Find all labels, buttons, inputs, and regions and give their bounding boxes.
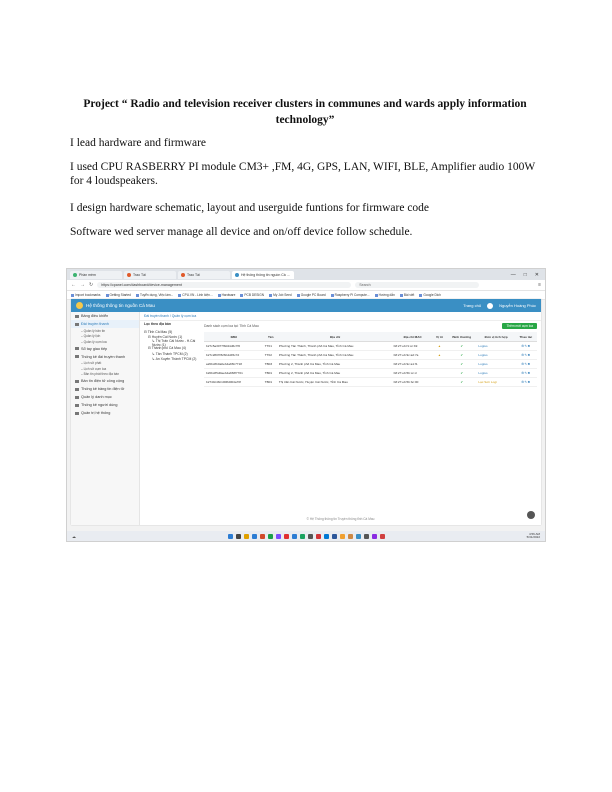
sidebar-item-label: Đài truyền thanh — [81, 322, 109, 326]
bookmark-icon — [297, 294, 300, 297]
cluster-table — [204, 332, 537, 387]
forward-icon[interactable]: → — [80, 282, 85, 288]
table-cell: Logiso — [477, 342, 514, 351]
sidebar-item-label: – Quản lý lịch — [81, 334, 101, 339]
browser-tab[interactable] — [70, 271, 122, 279]
table-cell: b8:27:eb:5b:cc:d — [393, 369, 433, 378]
bookmark-label: Getting Started — [109, 293, 131, 297]
bookmark-item[interactable] — [106, 293, 131, 297]
sidebar-item-label: – Quản lý cụm loa — [81, 339, 107, 344]
taskbar-app-icon[interactable] — [252, 534, 257, 539]
table-cell: ✔ — [446, 369, 477, 378]
sidebar-item-label: – Quản lý bản tin — [81, 328, 106, 333]
sidebar-item[interactable] — [71, 409, 139, 417]
tree-title: Lọc theo địa bàn — [144, 322, 171, 326]
sidebar-item-label: Sổ tay giao tiếp — [81, 346, 108, 351]
column-header[interactable]: Tên — [264, 332, 278, 342]
table-cell — [433, 360, 446, 369]
tab-label: Phần mềm — [79, 272, 96, 277]
sidebar-item[interactable] — [71, 393, 139, 401]
table-row[interactable] — [204, 369, 537, 378]
system-clock[interactable] — [527, 533, 540, 540]
table-row[interactable] — [204, 342, 537, 351]
sidebar-item-label: Thống kê người dùng — [81, 403, 118, 407]
bookmark-icon — [218, 294, 221, 297]
table-cell: Logiso — [477, 351, 514, 360]
menu-item-icon — [75, 412, 79, 415]
logo-icon — [76, 302, 83, 309]
paragraph-components: I used CPU RASBERRY PI module CM3+ ,FM, 4G, GPS, LAN, WIFI, BLE, Amplifier audio 100W for 4 loudspeakers. — [70, 161, 536, 187]
main-panel — [140, 312, 541, 525]
table-cell: TT02 — [264, 351, 278, 360]
taskbar-app-icon[interactable] — [292, 534, 297, 539]
bookmark-icon — [71, 294, 74, 297]
table-cell: b8:27:eb:5b:bc:00 — [393, 378, 433, 387]
table-cell: Lạc Sơn Logi — [477, 378, 514, 387]
maximize-button[interactable]: □ — [523, 271, 527, 278]
user-name[interactable]: Nguyễn Hoàng Phúc — [499, 303, 536, 308]
web-app — [71, 299, 541, 525]
tab-favicon-icon — [181, 273, 185, 277]
paragraph-role: I lead hardware and firmware — [70, 137, 207, 149]
sidebar-item-label: Quản lý danh mục — [81, 395, 112, 399]
table-cell: Phường Tân Thành, Thành phố Cà Mau, Tỉnh Cà Mau — [278, 342, 393, 351]
sidebar-item-label: Bản tin điện tử công cộng — [81, 379, 125, 383]
table-cell: Thị trấn Cái Nước, Huyện Cái Nước, Tỉnh Cà Mau — [278, 378, 393, 387]
table-cell: TB01 — [264, 369, 278, 378]
column-header[interactable]: Địa chỉ MAC — [393, 332, 433, 342]
tab-favicon-icon — [73, 273, 77, 277]
bookmark-label: Bài viết — [403, 293, 415, 297]
address-bar[interactable]: https://cpanel.com/dashboard/device-management — [97, 282, 351, 288]
user-area — [463, 303, 536, 309]
bookmark-icon — [240, 294, 243, 297]
bookmark-label: Google PC Board — [300, 293, 326, 297]
sidebar-item-label: – Bản tin phát theo địa bàn — [81, 372, 120, 377]
bookmark-item[interactable] — [218, 293, 236, 297]
table-cell — [433, 369, 446, 378]
chat-fab-button[interactable] — [527, 511, 535, 519]
table-row[interactable] — [204, 360, 537, 369]
bookmark-label: PCB DESIGN — [244, 293, 265, 297]
taskbar-app-icon[interactable] — [284, 534, 289, 539]
taskbar-app-icon[interactable] — [268, 534, 273, 539]
sidebar-item[interactable] — [71, 401, 139, 409]
bookmark-icon — [331, 294, 334, 297]
clock-date: 5/31/2022 — [526, 535, 540, 539]
table-cell: TT01 — [264, 342, 278, 351]
bookmark-icon — [178, 294, 181, 297]
taskbar-app-icon[interactable] — [348, 534, 353, 539]
menu-item-icon — [75, 347, 79, 350]
menu-item-icon — [75, 388, 79, 391]
list-caption: Danh sách cụm loa tại: Tỉnh Cà Mau — [204, 323, 259, 328]
browser-tab-active[interactable] — [232, 271, 294, 279]
embedded-screenshot — [66, 268, 546, 542]
bookmark-item[interactable] — [419, 293, 441, 297]
table-cell: Logiso — [477, 360, 514, 369]
tab-label: Trao Tài — [133, 272, 146, 277]
weather-icon[interactable]: ☁ — [72, 533, 76, 539]
table-cell: TB03 — [264, 360, 278, 369]
tree-node[interactable]: ↳ Tân Thành TPCM (2) — [152, 351, 188, 356]
bookmark-label: Import bookmarks — [75, 293, 101, 297]
bookmark-label: Raspberry Pi Compute... — [334, 293, 370, 297]
taskbar — [67, 531, 545, 541]
table-cell[interactable]: ⚙✎✖ — [515, 342, 537, 351]
document-title: Project “ Radio and television receiver clusters in communes and wards apply information technology” — [83, 98, 527, 126]
bookmark-label: My Job Seed — [273, 293, 292, 297]
browser-tab[interactable] — [178, 271, 230, 279]
sidebar-item-label: Thống kê bảng tin điện tử — [81, 387, 125, 391]
home-link[interactable]: Trang chủ — [463, 303, 482, 308]
table-cell[interactable]: ⚙✎✖ — [515, 360, 537, 369]
menu-item-icon — [75, 380, 79, 383]
table-cell: Phường Tân Thành, Thành phố Cà Mau, Tỉnh Cà Mau — [278, 351, 393, 360]
add-cluster-button[interactable]: Thêm mới cụm loa — [502, 323, 537, 329]
tree-node[interactable]: ⊟ Huyện Cái Nước (1) — [148, 335, 183, 340]
bookmark-label: Tuyển dụng, Việc làm... — [139, 293, 174, 297]
sidebar-item[interactable] — [71, 353, 139, 361]
bookmark-item[interactable] — [71, 293, 101, 297]
taskbar-app-icon[interactable] — [316, 534, 321, 539]
taskbar-app-icon[interactable] — [300, 534, 305, 539]
taskbar-app-icon[interactable] — [244, 534, 249, 539]
taskbar-app-icon[interactable] — [356, 534, 361, 539]
tab-favicon-icon — [235, 273, 239, 277]
taskbar-app-icon[interactable] — [364, 534, 369, 539]
menu-item-icon — [75, 355, 79, 358]
bookmark-label: Hướng dẫn — [378, 293, 395, 297]
taskbar-app-icon[interactable] — [340, 534, 345, 539]
sidebar-item[interactable] — [71, 320, 139, 328]
tree-node[interactable]: ↳ Thị Trấn Cái Nước - H.Cái Nước (1) — [152, 338, 196, 347]
avatar[interactable] — [487, 303, 493, 309]
column-header[interactable]: IMEI — [204, 332, 264, 342]
paragraph-design: I design hardware schematic, layout and userguide funtions for firmware code — [70, 202, 430, 214]
clock-time: 4:56 AM — [528, 531, 540, 536]
bookmark-item[interactable] — [136, 293, 173, 297]
app-footer: © Hệ Thống thông tin Truyền thông tỉnh Cà Mau — [306, 517, 375, 521]
table-cell: ▲ — [433, 351, 446, 360]
table-cell — [433, 378, 446, 387]
table-cell: ▲ — [433, 342, 446, 351]
browser-tab-bar — [67, 269, 545, 280]
table-row[interactable] — [204, 378, 537, 387]
column-header[interactable]: Vị trí — [433, 332, 446, 342]
browser-tab[interactable] — [124, 271, 176, 279]
taskbar-app-icon[interactable] — [372, 534, 377, 539]
sidebar-item-label: Thống kê đài truyền thanh — [81, 354, 126, 359]
window-controls — [511, 272, 545, 278]
browser-search-input[interactable]: Search — [355, 282, 479, 288]
tree-node[interactable]: ⊟ Tỉnh Cà Mau (5) — [144, 329, 173, 334]
sidebar-item-label: – Lịch sử cụm loa — [81, 366, 107, 371]
table-cell: b8:27:eb:9c:a1:f1 — [393, 360, 433, 369]
bookmark-icon — [419, 294, 422, 297]
menu-item-icon — [75, 396, 79, 399]
list-header — [204, 322, 537, 329]
table-cell[interactable]: ⚙✎✖ — [515, 369, 537, 378]
tree-node[interactable]: ⊟ Thành phố Cà Mau (4) — [148, 346, 186, 351]
table-cell: Logiso — [477, 369, 514, 378]
taskbar-app-icon[interactable] — [324, 534, 329, 539]
reload-icon[interactable]: ↻ — [89, 282, 94, 288]
taskbar-app-icon[interactable] — [308, 534, 313, 539]
bookmark-label: CPU.VN - Linh kiện... — [182, 293, 213, 297]
table-cell: TB01 — [264, 378, 278, 387]
taskbar-app-icon[interactable] — [276, 534, 281, 539]
column-header[interactable]: Địa chỉ — [278, 332, 393, 342]
breadcrumb: Đài truyền thanh / Quản lý cụm loa — [140, 312, 541, 321]
minimize-button[interactable]: — — [510, 271, 516, 278]
tab-favicon-icon — [127, 273, 131, 277]
bookmark-icon — [400, 294, 403, 297]
bookmark-icon — [375, 294, 378, 297]
column-header[interactable]: Thao tác — [515, 332, 537, 342]
taskbar-app-icon[interactable] — [332, 534, 337, 539]
table-cell: b8:27:eb:f1:cc:b9 — [393, 342, 433, 351]
table-cell: ✔ — [446, 351, 477, 360]
bookmark-icon — [136, 294, 139, 297]
bookmark-label: Google Dich — [423, 293, 441, 297]
bookmark-icon — [269, 294, 272, 297]
paragraph-software: Software wed server manage all device and on/off device follow schedule. — [70, 226, 413, 238]
bookmark-label: Hardware — [221, 293, 236, 297]
bookmark-item[interactable] — [178, 293, 212, 297]
bookmark-item[interactable] — [400, 293, 414, 297]
column-header[interactable]: Bình thường — [446, 332, 477, 342]
sidebar-item-label: Bảng điều khiển — [81, 314, 109, 318]
table-cell: ✔ — [446, 342, 477, 351]
bookmark-item[interactable] — [240, 293, 264, 297]
table-cell: b8:27:eb:9c:a2:7a — [393, 351, 433, 360]
table-cell: ✔ — [446, 360, 477, 369]
column-header[interactable]: Đơn vị tích hợp — [477, 332, 514, 342]
menu-item-icon — [75, 315, 79, 318]
menu-item-icon — [75, 323, 79, 326]
table-cell: Phường 2, Thành phố Cà Mau, Tỉnh Cà Mau — [278, 369, 393, 378]
taskbar-app-icon[interactable] — [236, 534, 241, 539]
taskbar-app-icon[interactable] — [228, 534, 233, 539]
table-cell: ✔ — [446, 378, 477, 387]
table-cell[interactable]: ⚙✎✖ — [515, 378, 537, 387]
bookmark-item[interactable] — [375, 293, 395, 297]
table-cell: b27c280f7826b4d45c7d — [204, 351, 264, 360]
tree-node[interactable]: ↳ An Xuyên Thành TPCM (2) — [152, 357, 197, 362]
table-cell: Phường 2, Thành phố Cà Mau, Tỉnh Cà Mau — [278, 360, 393, 369]
app-title: Hệ thống thông tin nguồn Cà Mau — [86, 303, 155, 308]
speaker-cluster-list — [204, 322, 537, 402]
menu-item-icon — [75, 404, 79, 407]
taskbar-app-icon[interactable] — [380, 534, 385, 539]
bookmark-item[interactable] — [269, 293, 292, 297]
sidebar-item[interactable] — [71, 345, 139, 353]
table-cell: b2740c48c1008d004a70f — [204, 378, 264, 387]
table-cell[interactable]: ⚙✎✖ — [515, 351, 537, 360]
sidebar-item-label: – Lịch sử phát — [81, 361, 102, 366]
area-filter-tree — [142, 322, 200, 412]
sidebar-item-label: Quản trị hệ thống — [81, 411, 111, 415]
sidebar — [71, 312, 140, 525]
table-cell: b20bc85d0aeb4ab58f7701 — [204, 369, 264, 378]
sidebar-item[interactable] — [71, 377, 139, 385]
tab-label: Hệ thống thông tin nguồn Cà ... — [241, 272, 290, 277]
sidebar-item[interactable] — [71, 385, 139, 393]
bookmark-item[interactable] — [297, 293, 326, 297]
close-button[interactable]: ✕ — [534, 271, 539, 278]
table-row[interactable] — [204, 351, 537, 360]
table-cell: a20bc8b0a0eb4ab5b7718 — [204, 360, 264, 369]
menu-icon[interactable]: ≡ — [538, 282, 541, 288]
app-header — [71, 299, 541, 312]
tab-label: Trao Tài — [187, 272, 200, 277]
table-cell: b27c5a3077f8d44d6c7f0 — [204, 342, 264, 351]
bookmark-icon — [106, 294, 109, 297]
back-icon[interactable]: ← — [71, 282, 76, 288]
address-row — [67, 280, 545, 291]
sidebar-item[interactable] — [71, 312, 139, 320]
taskbar-app-icon[interactable] — [260, 534, 265, 539]
bookmark-item[interactable] — [331, 293, 370, 297]
